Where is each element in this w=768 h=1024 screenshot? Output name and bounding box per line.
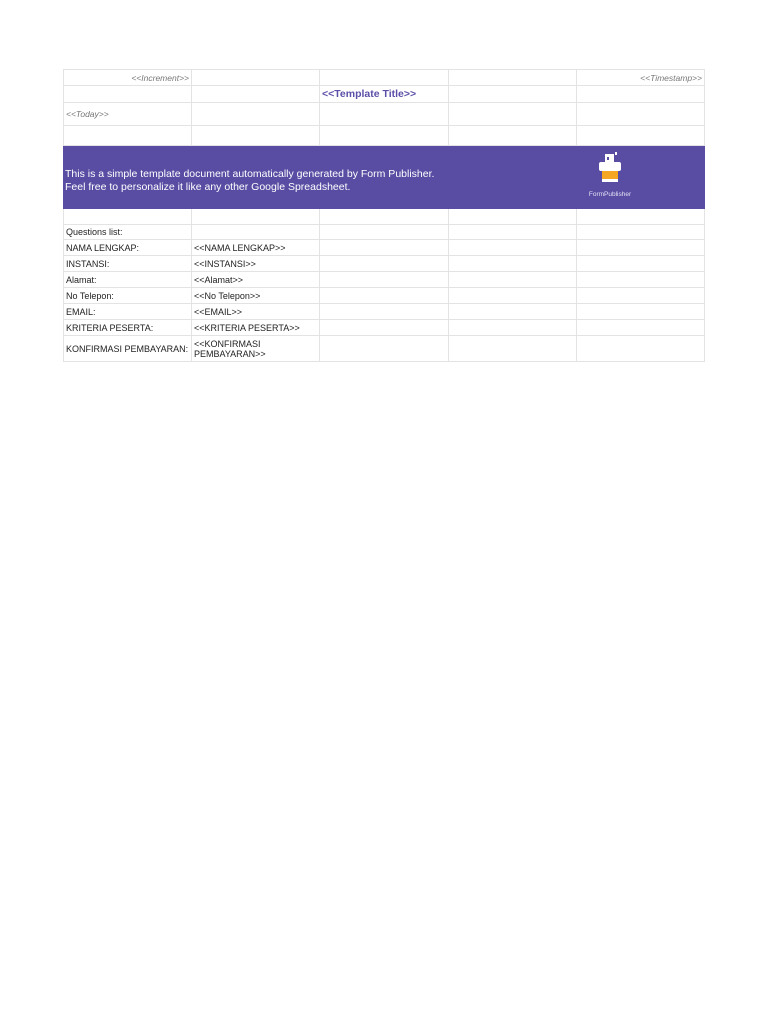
- empty-cell: [320, 304, 449, 319]
- empty-cell: [320, 126, 449, 145]
- empty-cell: [192, 209, 320, 224]
- empty-cell: [577, 103, 705, 125]
- header-row-3: [63, 103, 705, 126]
- spreadsheet-template: [63, 69, 705, 362]
- empty-cell: [320, 256, 449, 271]
- question-row: [63, 320, 705, 336]
- today-placeholder: <<Today>>: [63, 103, 192, 125]
- empty-cell: [320, 336, 449, 361]
- question-row: [63, 240, 705, 256]
- question-placeholder: <<EMAIL>>: [192, 304, 320, 319]
- header-row-1: [63, 69, 705, 86]
- empty-cell: [449, 288, 577, 303]
- increment-placeholder: <<Increment>>: [63, 70, 192, 85]
- question-label: Alamat:: [63, 272, 192, 287]
- timestamp-placeholder: <<Timestamp>>: [577, 70, 705, 85]
- empty-cell: [192, 103, 320, 125]
- question-placeholder: <<INSTANSI>>: [192, 256, 320, 271]
- empty-cell: [449, 70, 577, 85]
- empty-cell: [63, 126, 192, 145]
- questions-heading-row: [63, 225, 705, 240]
- empty-cell: [449, 320, 577, 335]
- questions-heading: Questions list:: [63, 225, 192, 239]
- empty-cell: [320, 288, 449, 303]
- empty-cell: [577, 126, 705, 145]
- question-placeholder: <<Alamat>>: [192, 272, 320, 287]
- empty-cell: [449, 86, 577, 102]
- question-label: KRITERIA PESERTA:: [63, 320, 192, 335]
- empty-cell: [449, 336, 577, 361]
- empty-cell: [320, 209, 449, 224]
- empty-cell: [449, 225, 577, 239]
- question-row: [63, 256, 705, 272]
- question-row: [63, 336, 705, 362]
- banner-text: [65, 168, 434, 194]
- empty-cell: [577, 240, 705, 255]
- empty-cell: [63, 86, 192, 102]
- empty-cell: [320, 240, 449, 255]
- banner-line-1: This is a simple template document automatically generated by Form Publisher.: [65, 168, 435, 180]
- question-label: EMAIL:: [63, 304, 192, 319]
- logo-label: FormPublisher: [588, 191, 632, 198]
- empty-cell: [192, 225, 320, 239]
- spacer-row: [63, 126, 705, 146]
- empty-cell: [449, 304, 577, 319]
- empty-cell: [192, 86, 320, 102]
- question-label: NAMA LENGKAP:: [63, 240, 192, 255]
- empty-cell: [449, 272, 577, 287]
- printer-icon: [597, 152, 623, 184]
- empty-cell: [192, 126, 320, 145]
- formpublisher-logo: [575, 152, 645, 198]
- empty-cell: [320, 320, 449, 335]
- empty-cell: [449, 103, 577, 125]
- empty-cell: [449, 240, 577, 255]
- question-placeholder: <<KONFIRMASI PEMBAYARAN>>: [192, 336, 320, 361]
- header-row-2: [63, 86, 705, 103]
- question-row: [63, 304, 705, 320]
- banner-line-2: Feel free to personalize it like any other Google Spreadsheet.: [65, 181, 351, 193]
- template-title: <<Template Title>>: [320, 86, 449, 102]
- empty-cell: [577, 272, 705, 287]
- empty-cell: [577, 86, 705, 102]
- empty-cell: [577, 209, 705, 224]
- empty-cell: [577, 225, 705, 239]
- question-placeholder: <<NAMA LENGKAP>>: [192, 240, 320, 255]
- question-label: No Telepon:: [63, 288, 192, 303]
- empty-cell: [320, 70, 449, 85]
- spacer-row-2: [63, 209, 705, 225]
- question-row: [63, 272, 705, 288]
- question-row: [63, 288, 705, 304]
- question-placeholder: <<KRITERIA PESERTA>>: [192, 320, 320, 335]
- empty-cell: [577, 320, 705, 335]
- empty-cell: [577, 304, 705, 319]
- empty-cell: [320, 225, 449, 239]
- empty-cell: [449, 126, 577, 145]
- question-placeholder: <<No Telepon>>: [192, 288, 320, 303]
- empty-cell: [192, 70, 320, 85]
- empty-cell: [577, 288, 705, 303]
- question-label: KONFIRMASI PEMBAYARAN:: [63, 336, 192, 361]
- empty-cell: [449, 256, 577, 271]
- question-label: INSTANSI:: [63, 256, 192, 271]
- info-banner: [63, 146, 705, 209]
- empty-cell: [577, 336, 705, 361]
- empty-cell: [577, 256, 705, 271]
- empty-cell: [320, 103, 449, 125]
- empty-cell: [449, 209, 577, 224]
- empty-cell: [320, 272, 449, 287]
- empty-cell: [63, 209, 192, 224]
